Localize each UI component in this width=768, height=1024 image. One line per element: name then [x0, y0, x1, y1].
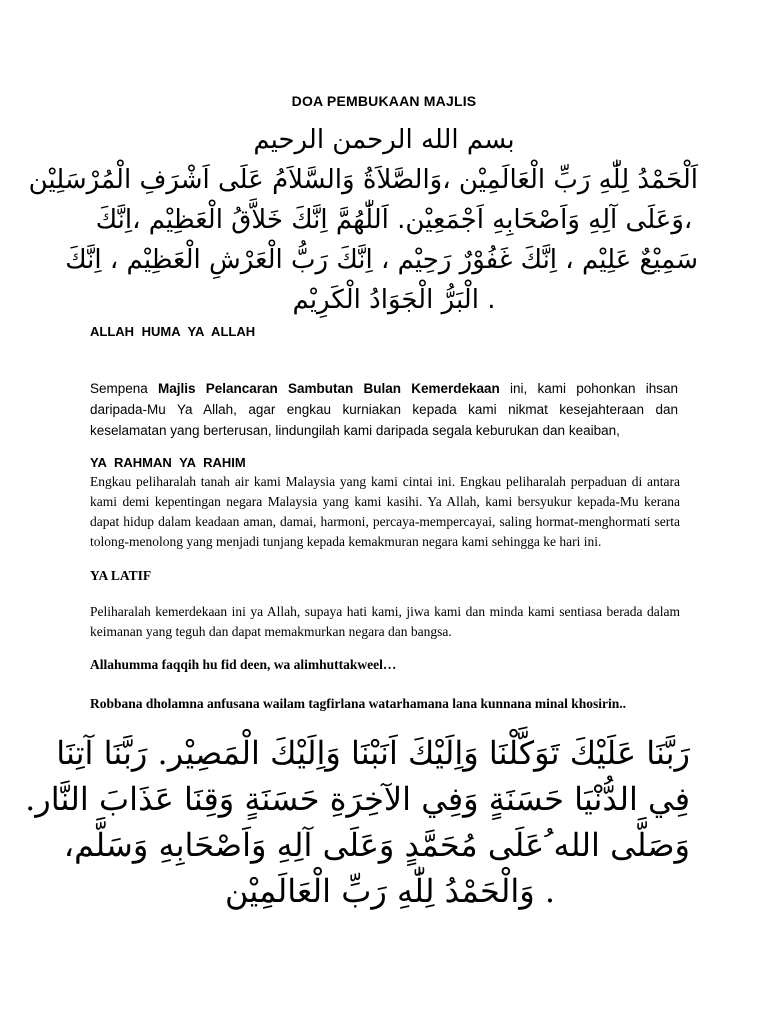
- arabic-opening-prayer: [28, 160, 698, 320]
- arabic-closing-line: وَصَلَّى الله ُعَلَى مُحَمَّدٍ وَعَلَى آلِهِ وَاَصْحَابِهِ وَسَلَّم،: [63, 826, 690, 864]
- arabic-opening-line: اَلْحَمْدُ لِلّٰهِ رَبِّ الْعَالَمِيْن ،وَالصَّلاَةُ وَالسَّلاَمُ عَلَى اَشْرَفِ الْمُرْسَلِيْن: [28, 165, 698, 195]
- arabic-closing-line: فِي الدُّنْيَا حَسَنَةٍ وَفِي الآخِرَةِ حَسَنَةٍ وَقِنَا عَذَابَ النَّار.: [25, 780, 690, 818]
- arabic-opening-line: . الْبَرُّ الْجَوَادُ الْكَرِيْم: [292, 285, 496, 315]
- paragraph-engkau: Engkau peliharalah tanah air kami Malaysia yang kami cintai ini. Engkau peliharalah perpaduan di antara kami demi kepentingan negara Malaysia yang kami kasihi. Ya Allah, kami bersyukur kepada-Mu kerana dapat hidup dalam keadaan aman, damai, harmoni, percaya-mempercayai, saling hormat-menghormati serta tolong-menolong yang menjadi tunjang kepada kemakmuran negara kami sehingga ke hari ini.: [90, 474, 680, 549]
- heading-ya-rahman: YA RAHMAN YA RAHIM: [90, 455, 246, 470]
- heading-ya-latif: YA LATIF: [90, 568, 152, 583]
- arabic-closing-line: رَبَّنَا عَلَيْكَ تَوَكَّلْنَا وَاِلَيْكَ اَنَبْنَا وَاِلَيْكَ الْمَصِيْر. رَبَّنَا آتِنَا: [56, 734, 690, 772]
- allahumma-line: Allahumma faqqih hu fid deen, wa alimhuttakweel…: [90, 657, 397, 672]
- paragraph-sempena: [90, 378, 678, 441]
- arabic-opening-line: ،وَعَلَى آلِهِ وَاَصْحَابِهِ اَجْمَعِيْن. اَللّٰهُمَّ اِنَّكَ خَلاَّقُ الْعَظِيْم ،اِنَّكَ: [95, 205, 693, 235]
- arabic-opening-line: سَمِيْعٌ عَلِيْم ، اِنَّكَ غَفُوْرٌ رَحِيْم ، اِنَّكَ رَبُّ الْعَرْشِ الْعَظِيْم ، اِنَّكَ: [65, 245, 698, 275]
- heading-allah-huma: ALLAH HUMA YA ALLAH: [90, 324, 256, 339]
- sempena-intro: Sempena: [90, 381, 159, 396]
- arabic-closing-prayer: [25, 730, 690, 914]
- robbana-line: Robbana dholamna anfusana wailam tagfirlana watarhamana lana kunnana minal khosirin..: [90, 696, 627, 711]
- paragraph-peliharalah: Peliharalah kemerdekaan ini ya Allah, supaya hati kami, jiwa kami dan minda kami sentiasa berada dalam keimanan yang teguh dan dapat memakmurkan negara dan bangsa.: [90, 604, 680, 639]
- event-name: Majlis Pelancaran Sambutan Bulan Kemerdekaan: [158, 381, 500, 396]
- basmala-text: بسم الله الرحمن الرحيم: [253, 125, 515, 155]
- page-title: DOA PEMBUKAAN MAJLIS: [291, 93, 477, 109]
- sempena-body: ini, kami pohonkan ihsan daripada-Mu Ya Allah, agar engkau kurniakan kepada kami nikmat kesejahteraan dan keselamatan yang berterusan, lindungilah kami daripada segala keburukan dan keaiban,: [90, 381, 678, 438]
- arabic-closing-line: . وَالْحَمْدُ لِلّٰهِ رَبِّ الْعَالَمِيْن: [224, 872, 556, 910]
